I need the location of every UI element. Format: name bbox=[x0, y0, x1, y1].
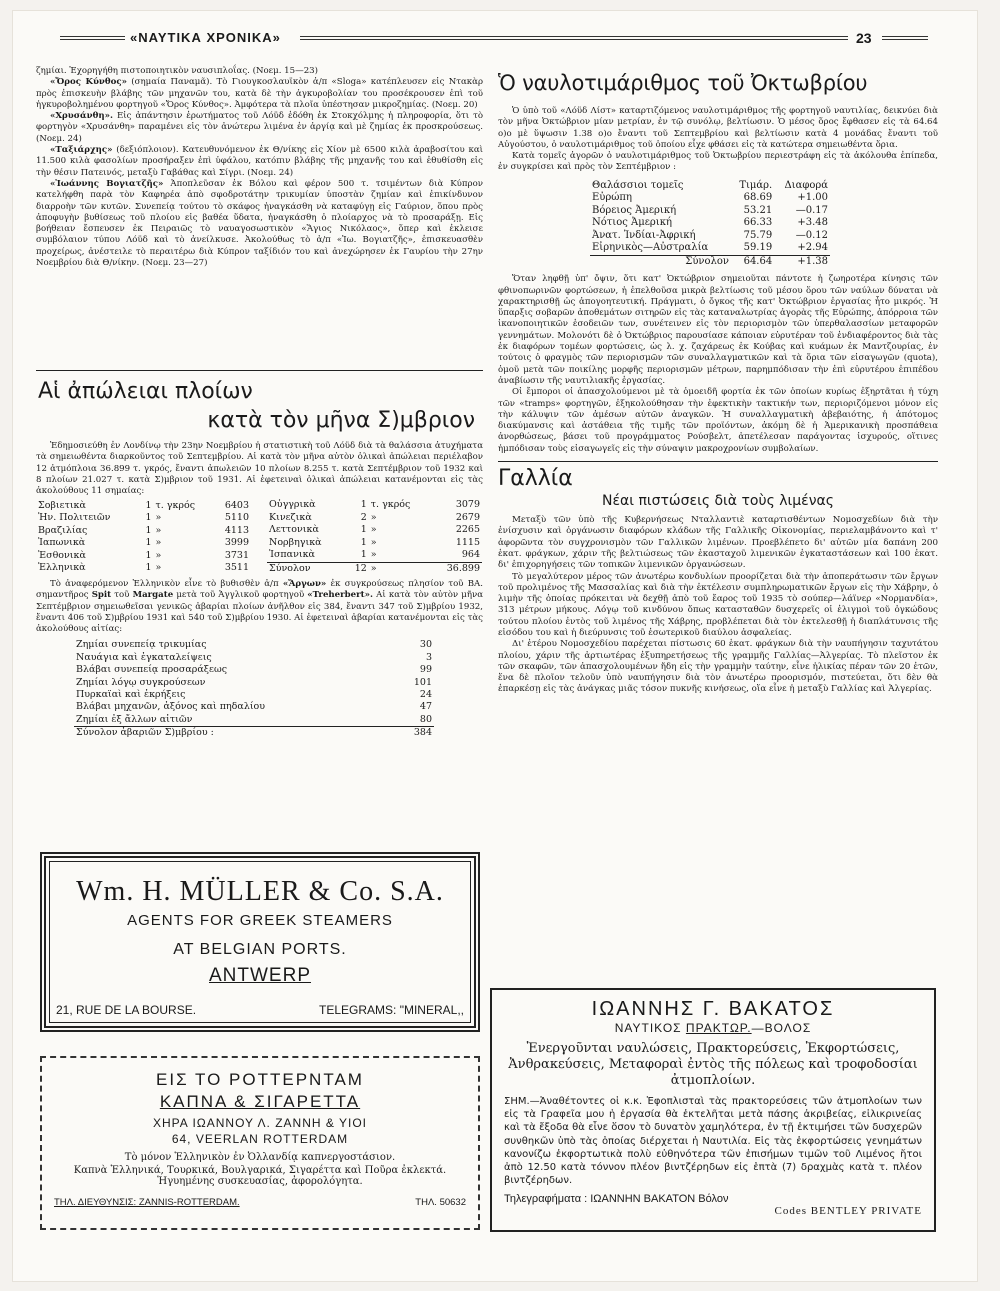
cause-label: Ζημίαι συνεπείᾳ τρικυμίας bbox=[76, 639, 207, 651]
unit: » bbox=[370, 562, 377, 574]
note-text: (σημαία Παναμᾶ). Τὸ Γιουγκοσλαυϊκὸν ἀ/π «Sloga» κατέπλευσεν εἰς Ντακὰρ πρὸς ἐπισκευὴν βλάβης τῶν μηχανῶν του, κατὰ δὲ τὴν ἀγκυροβολίαν του προσέκρουσεν ἐπὶ τοῦ ἠγκυροβολημένου φορτηγοῦ «Ὄρος Κύνθος». Ἀμφότερα τὰ πλοῖα ὑπέστησαν μικροζημίας. (Νοεμ. 20) bbox=[36, 77, 483, 110]
ad-muller bbox=[40, 852, 480, 1032]
flag-row bbox=[267, 549, 482, 562]
tonnage: 1115 bbox=[455, 536, 480, 548]
right-column bbox=[498, 66, 938, 696]
note-5 bbox=[36, 179, 483, 269]
freight-paragraph-4: Οἱ ἔμποροι οἱ ἀπασχολούμενοι μὲ τὰ ὁμοειδῆ φορτία ἐκ τῶν ὁποίων κυρίως ἐξηρτᾶται ἡ τύχη τῶν «tramps» φορτηγῶν, ἐξηκολούθησαν τὴν ἐφεκτικὴν τακτικήν των, περιοριζόμενοι μόνον εἰς τὴν κάλυψιν τῶν ἀμέσων αὐτῶν ἀναγκῶν. Ἡ συναλλαγματικὴ ἀβεβαιότης, ἡ ἀπότομος διακύμανσις καὶ ἀστάθεια τῆς τιμῆς τῶν προϊόντων, ἀκόμη δὲ ἡ Ἀμερικανικὴ προσπάθεια ἀνορθώσεως, βάσει τοῦ προγράμματος Ρούσβελτ, ἀπετέλεσαν παράγοντας ἰσχυρούς, οἵτινες ἠμπόδισαν τοὺς εἰσαγωγεῖς εἰς τὴν σύναψιν μακροχρονίων συμβολαίων. bbox=[498, 387, 938, 454]
unit: » bbox=[155, 524, 162, 536]
zanni-address: 64, VEERLAN ROTTERDAM bbox=[171, 1132, 349, 1146]
ship-count: 1 bbox=[145, 499, 152, 511]
cause-count: 99 bbox=[419, 664, 432, 676]
freight-body bbox=[498, 106, 938, 174]
freight-total-price: 64.64 bbox=[743, 255, 773, 267]
france-body bbox=[498, 515, 938, 696]
journal-title: «ΝΑΥΤΙΚΑ ΧΡΟΝΙΚΑ» bbox=[130, 30, 281, 45]
cause-label: Ζημίαι λόγῳ συγκρούσεων bbox=[76, 676, 206, 688]
zanni-tel: ΤΗΛ. 50632 bbox=[415, 1197, 466, 1208]
note-text: Ἀποπλεῦσαν ἐκ Βόλου καὶ φέρον 500 τ. τσιμέντων διὰ Κύπρον κατελήφθη παρὰ τὸν Καφηρέα ἀπὸ σφοδροτάτην τρικυμίαν ὑποστὰν ζημίαν καὶ ἐπικίνδυνον διαρροὴν τῶν κυτῶν. Συνεπείᾳ τούτου τὸ σκάφος ἠναγκάσθη νὰ καταφύγῃ εἰς Γαύριον, ὅπου πρὸς ἀποφυγὴν βυθίσεως τοῦ πλοίου εἰς βαθέα ὕδατα, ἠναγκάσθη ὁ πλοίαρχος νὰ τὸ προσαράξῃ. Εἰς βοήθειαν ἔσπευσεν ἐκ Πειραιῶς τὸ ναυαγοσωστικὸν «Ἅγιος Νικόλαος», ὅπερ καὶ ἐκλεισε συμβόλαιον τύπου Λόϋδ καὶ τὸ ἀνείλκυσε. Ἀκολούθως τὸ ἀ/π «Ἰω. Βογιατζῆς», ἐπισκευασθὲν προχείρως, ἀνέστειλε τὸ περαιτέρω διὰ Κύπρον ταξίδιόν του καὶ ἀνεχώρησεν ἐκ Γαυρίου τὴν 27ην Νοεμβρίου διὰ Θ/νίκην. (Νοεμ. 23—27) bbox=[36, 178, 484, 269]
margate-label: Margate bbox=[132, 590, 174, 601]
muller-footer bbox=[56, 1003, 464, 1017]
cause-row bbox=[74, 701, 434, 713]
freight-body-2 bbox=[498, 274, 938, 455]
freight-title: Ὁ ναυλοτιμάριθμος τοῦ Ὀκτωβρίου bbox=[498, 71, 868, 95]
freight-row bbox=[590, 230, 830, 243]
freight-row bbox=[590, 242, 830, 255]
zanni-tel-address: ΤΗΛ. ΔΙΕΥΘΥΝΣΙΣ: ZANNIS-ROTTERDAM. bbox=[54, 1197, 240, 1208]
bakatos-subtitle bbox=[504, 1021, 922, 1035]
left-column bbox=[36, 66, 483, 740]
ship-name: «Ταξιάρχης» bbox=[50, 145, 113, 156]
bakatos-note: ΣΗΜ.—Ἀναθέτοντες οἱ κ.κ. Ἐφοπλισταὶ τὰς πρακτορεύσεις τῶν ἀτμοπλοίων των εἰς τὰ Γραφεῖα μου ἡ ἐργασία θὰ ἐκτελῆται μετὰ πάσης ἀκριβείας, εἰλικρινείας καὶ τὰ ἔξοδα θὰ εἶνε ὅσον τὸ δυνατὸν χαμηλότερα, ἐν τῇ ἐκτιμήσει τῶν δυσχερῶν συνθηκῶν ὑπὸ τὰς ὁποίας διέρχεται ἡ Ναυτιλία. Εἰς τὰς ἐκφορτώσεις γενημάτων κανονίζω ἐκφορτωτικὰ πολὺ εὐθηνότερα τῶν ἐπισήμων τιμῶν τοῦ Λιμένος ἤτοι ἀπὸ 12.50 κατὰ τόννον πλέον βιντζέρηδων εἰς ἑπτὰ (7) δραχμὰς κατὰ τ. πλέον βιντζέρηδων. bbox=[504, 1096, 922, 1187]
losses-intro: Ἐδημοσιεύθη ἐν Λονδίνῳ τὴν 23ην Νοεμβρίου ἡ στατιστικὴ τοῦ Λόϋδ διὰ τὰ θαλάσσια ἀτυχήματα τὰ σημειωθέντα διαρκοῦντος τοῦ Σεπτεμβρίου. Αἱ κατὰ τὸν μῆνα αὐτὸν ὁλικαὶ ἀπώλειαι περιέλαβον 12 ἀτμόπλοια 36.899 τ. γκρός, ἔναντι ἀπωλειῶν 10 πλοίων 8.255 τ. κατὰ Σεπτέμβριον τοῦ 1932 καὶ 8 πλοίων 21.027 τ. κατὰ Σ)μβριον τοῦ 1931. Αἱ ἐφετειναὶ ὁλικαὶ ἀπώλειαι κατανέμονται εἰς τὰς ἀκολούθους 11 σημαίας: bbox=[36, 441, 483, 497]
total-value: 384 bbox=[413, 727, 432, 739]
ship-count: 12 bbox=[354, 562, 367, 574]
cause-label: Βλάβαι συνεπείᾳ προσαράξεως bbox=[76, 664, 228, 676]
flag-name: Βραζιλίας bbox=[38, 524, 88, 536]
bakatos-sub-b: ΠΡΑΚΤΩΡ. bbox=[685, 1021, 752, 1035]
zanni-headline: ΕΙΣ ΤΟ ΡΟΤΤΕΡΝΤΑΜ bbox=[156, 1070, 364, 1089]
flag-row bbox=[267, 524, 482, 536]
cause-row bbox=[74, 677, 434, 689]
france-paragraph-3: Δι' ἑτέρου Νομοσχεδίου παρέχεται πίστωσις 60 ἑκατ. φράγκων διὰ τὴν ναυπήγησιν ταχυτάτου πλοίου, χάριν τῆς ἀρτιωτέρας ἐξυπηρετήσεως τῆς γραμμῆς Γαλλίας—Ἀλγερίας. Τὸ πλεῖστον ἐκ τῶν σκαφῶν, τῶν ἀπασχολουμένων ἤδη εἰς τὴν γραμμὴν ταύτην, εἶνε ἡλικίας πέραν τῶν 20 ἐτῶν, ἕνα δὲ πλοῖον τελοῦν ὑπὸ ναυπήγησιν διὰ τὸν ἀνωτέρω προορισμόν, πιστεύεται, ὅτι δὲν θὰ ἐπαρκέσῃ εἰς τὰς ἀνάγκας μιᾶς τόσον πυκνῆς κινήσεως, οἵα εἶνε ἡ μεταξὺ Γαλλίας καὶ Ἀλγερίας. bbox=[498, 639, 938, 695]
tonnage: 2679 bbox=[455, 511, 480, 523]
freight-row bbox=[590, 205, 830, 218]
sector-index: 66.33 bbox=[743, 217, 773, 229]
flag-name: Οὐγγρικὰ bbox=[269, 499, 316, 511]
flag-row bbox=[36, 525, 251, 538]
bakatos-codes: Codes BENTLEY PRIVATE bbox=[774, 1205, 922, 1218]
flag-row bbox=[36, 562, 251, 575]
ship-treherbert: «Treherbert». bbox=[307, 590, 374, 601]
ad-zanni bbox=[40, 1056, 480, 1230]
freight-row bbox=[590, 217, 830, 230]
text: Τὸ ἀναφερόμενον Ἑλληνικὸν εἶνε τὸ βυθισθὲν ἀ/π bbox=[50, 578, 279, 589]
tonnage: 5110 bbox=[224, 512, 249, 524]
tonnage: 3731 bbox=[224, 549, 249, 561]
sector-diff: +1.00 bbox=[797, 192, 828, 204]
sector-diff: +2.94 bbox=[797, 242, 828, 254]
sector-index: 59.19 bbox=[743, 242, 773, 254]
ship-count: 1 bbox=[145, 549, 152, 561]
ship-argon: «Ἄργων» bbox=[282, 578, 327, 589]
header-price: Τιμάρ. bbox=[739, 179, 773, 191]
header-rule-end bbox=[882, 36, 928, 40]
flag-row bbox=[36, 512, 251, 525]
ship-count: 1 bbox=[360, 536, 367, 548]
flag-row bbox=[36, 550, 251, 563]
header-diff: Διαφορά bbox=[784, 179, 828, 191]
unit: » bbox=[370, 536, 377, 548]
losses-body bbox=[36, 441, 483, 497]
france-subtitle: Νέαι πιστώσεις διὰ τοὺς λιμένας bbox=[602, 493, 834, 510]
cause-row bbox=[74, 639, 434, 651]
tonnage: 2265 bbox=[455, 524, 480, 536]
cause-count: 101 bbox=[413, 676, 432, 688]
cause-label: Ζημίαι ἐξ ἄλλων αἰτιῶν bbox=[76, 713, 193, 725]
zanni-body-2: Καπνὰ Ἑλληνικά, Τουρκικά, Βουλγαρικά, Σιγαρέττα καὶ Ποῦρα ἐκλεκτά. Ἡγυημένης συσκευασίας, ἀφορολόγητα. bbox=[73, 1165, 447, 1187]
cause-count: 47 bbox=[419, 701, 432, 713]
tonnage: 964 bbox=[461, 549, 480, 561]
section-divider bbox=[36, 370, 483, 371]
muller-ports: AT BELGIAN PORTS. bbox=[173, 941, 347, 958]
header-rule-right bbox=[300, 36, 848, 40]
flag-row bbox=[36, 537, 251, 550]
ship-count: 1 bbox=[145, 524, 152, 536]
cause-row bbox=[74, 664, 434, 676]
unit: » bbox=[155, 549, 162, 561]
losses-title-1: Αἱ ἀπώλειαι πλοίων bbox=[38, 379, 253, 404]
ship-count: 1 bbox=[145, 562, 152, 574]
flags-table-left bbox=[36, 499, 251, 574]
zanni-body-1: Τὸ μόνον Ἑλληνικὸν ἐν Ὀλλανδίᾳ καπνεργοστάσιον. bbox=[124, 1152, 396, 1163]
sector-name: Βόρειος Ἀμερική bbox=[592, 204, 677, 216]
ship-count: 1 bbox=[145, 537, 152, 549]
freight-total-label: Σύνολον bbox=[685, 255, 729, 267]
sector-diff: —0.12 bbox=[795, 229, 828, 241]
ship-count: 1 bbox=[360, 499, 367, 511]
ship-count: 1 bbox=[360, 524, 367, 536]
flag-name: Ἡν. Πολιτειῶν bbox=[38, 512, 111, 524]
sector-index: 68.69 bbox=[743, 192, 773, 204]
france-paragraph-1: Μεταξὺ τῶν ὑπὸ τῆς Κυβερνήσεως Νταλλαντιὲ καταρτισθέντων Νομοσχεδίων διὰ τὴν ἐνίσχυσιν καὶ ὀργάνωσιν διαφόρων κλάδων τῆς Γαλλικῆς Οἰκονομίας, περιελαμβάνοντο καὶ τ' ἀφορῶντα τὸν συγχρονισμὸν τῶν Γαλλικῶν λιμένων. Προεβλέπετο δι' αὐτῶν μία δαπάνη 200 ἑκατ. φράγκων, χάριν τῆς βελτιώσεως τῶν ἑκασταχοῦ λιμενικῶν ἐγκαταστάσεων καὶ 100 ἑκατ. δι' ἐπιχορηγήσεις τῶν τοπικῶν λιμενικῶν ὀργανώσεων. bbox=[498, 515, 938, 571]
text: τοῦ bbox=[114, 590, 130, 601]
sector-index: 75.79 bbox=[743, 229, 773, 241]
section-divider bbox=[498, 461, 938, 462]
flag-name: Νορβηγικὰ bbox=[269, 536, 322, 548]
unit: » bbox=[370, 511, 377, 523]
ship-name: «Χρυσάνθη». bbox=[50, 111, 113, 122]
tonnage: 6403 bbox=[224, 499, 249, 511]
spit-label: Spit bbox=[91, 590, 112, 601]
cause-count: 24 bbox=[419, 689, 432, 701]
muller-name: Wm. H. MÜLLER & Co. S.A. bbox=[76, 876, 444, 907]
zanni-owner: ΧΗΡΑ ΙΩΑΝΝΟΥ Λ. ΖΑΝΝΗ & ΥΙΟΙ bbox=[153, 1116, 367, 1130]
flags-table-right bbox=[267, 499, 482, 574]
bakatos-sub-c: —ΒΟΛΟΣ bbox=[751, 1021, 812, 1035]
freight-table-header bbox=[590, 180, 830, 193]
sector-diff: +3.48 bbox=[797, 217, 828, 229]
unit: » bbox=[370, 524, 377, 536]
sector-name: Νότιος Ἀμερική bbox=[592, 217, 672, 229]
text: Αἱ κατὰ τὸν αὐτὸν μῆνα Σεπτέμβριον σημειωθεῖσαι γενικῶς ἀβαρίαι πλοίων ἀνῆλθον εἰς 384, ἔναντι 347 τοῦ Σ)μβρίου 1932, ἔναντι 406 τοῦ Σ)μβρίου 1931 καὶ 540 τοῦ Σ)μβρίου 1930. Αἱ ἐφετειναὶ ἀβαρίαι κατανέμονται εἰς τὰς ἀκολούθους αἰτίας: bbox=[36, 590, 484, 635]
bakatos-sub-a: ΝΑΥΤΙΚΟΣ bbox=[614, 1021, 682, 1035]
ad-bakatos bbox=[490, 988, 936, 1232]
ad-inner-frame bbox=[49, 861, 471, 1023]
unit: » bbox=[155, 537, 162, 549]
tonnage: 3999 bbox=[224, 537, 249, 549]
unit: τ. γκρός bbox=[370, 499, 411, 511]
muller-agents: AGENTS FOR GREEK STEAMERS bbox=[127, 912, 393, 929]
bakatos-services: Ἐνεργοῦνται ναυλώσεις, Πρακτορεύσεις, Ἐκφορτώσεις, Ἀνθρακεύσεις, Μεταφοραὶ ἐντὸς τῆς πόλεως καὶ τροφοδοσίαι ἀτμοπλοίων. bbox=[508, 1041, 918, 1088]
cause-count: 30 bbox=[419, 639, 432, 651]
france-paragraph-2: Τὸ μεγαλύτερον μέρος τῶν ἀνωτέρω κονδυλίων προορίζεται διὰ τὴν ἀποπεράτωσιν τῶν ἔργων τοῦ προλιμένος τῆς Μασσαλίας καὶ διὰ τὴν ἐκτέλεσιν συμπληρωματικῶν ἔργων εἰς τὴν Χάβρην, ὁ λιμὴν τῆς ὁποίας πρόκειται νὰ δεχθῇ ἀπὸ τοῦ ἔαρος τοῦ 1935 τὸ σούπερ—λάϊνερ «Νορμανδία», 313 μέτρων μήκους. Λόγῳ τοῦ κινδύνου ὅπως κατασταθῶν δυσχερεῖς οἱ ἐλιγμοὶ τοῦ ὀγκώδους τούτου πλοίου ἐντὸς τοῦ λιμένος τῆς Χάβρης, προβλέπεται διὰ τὸν ἐκτελεσθῇ ἡ διαπλάτυνσις τῆς εἰσόδου του καὶ ἡ διεύρυνσις τοῦ ἐσωτερικοῦ διαύλου ἀσφαλείας. bbox=[498, 571, 938, 638]
casualty-notes bbox=[36, 66, 483, 364]
ship-name: «Ἰωάννης Βογιατζῆς» bbox=[50, 178, 164, 189]
note-3 bbox=[36, 111, 483, 145]
france-title: Γαλλία bbox=[498, 466, 573, 492]
page-number: 23 bbox=[856, 30, 872, 46]
sector-diff: —0.17 bbox=[795, 204, 828, 216]
flag-row bbox=[267, 499, 482, 511]
muller-address: 21, RUE DE LA BOURSE. bbox=[56, 1003, 197, 1017]
ship-count: 2 bbox=[360, 511, 367, 523]
tonnage: 3511 bbox=[224, 562, 249, 574]
freight-paragraph-2: Κατὰ τομεῖς ἀγορῶν ὁ ναυλοτιμάριθμος τοῦ Ὀκτωβρίου περιεστράφη εἰς τὰ ἀκόλουθα ἐπίπεδα, ἐν συγκρίσει καὶ πρὸς τὸν Σεπτέμβριον : bbox=[498, 151, 938, 173]
losses-title-2: κατὰ τὸν μῆνα Σ)μβριον bbox=[207, 408, 475, 433]
flag-name: Ἰαπωνικὰ bbox=[38, 537, 86, 549]
flag-name: Κινεζικὰ bbox=[269, 511, 312, 523]
tonnage: 4113 bbox=[224, 524, 249, 536]
freight-total-diff: +1.38 bbox=[797, 255, 828, 267]
tonnage: 36.899 bbox=[446, 562, 480, 574]
note-text: Εἰς ἀπάντησιν ἐρωτήματος τοῦ Λόϋδ ἐδόθη ἐκ Στοκχόλμης ἡ πληροφορία, ὅτι τὸ φορτηγὸν «Χρυσάνθη» παραμένει εἰς τὸν ἀνώτερω λιμένα ἐν ἀργίᾳ καὶ μὲ ζημίας ἐκ προσκρούσεως. (Νοεμ. 24) bbox=[36, 111, 483, 144]
sector-name: Εἰρηνικὸς—Αὐστραλία bbox=[592, 242, 709, 254]
bakatos-telegraph: Τηλεγραφήματα : ΙΩΑΝΝΗΝ ΒΑΚΑΤΟΝ Βόλον bbox=[504, 1193, 729, 1206]
note-text: (δεξιόπλοιον). Κατευθυνόμενον ἐκ Θ/νίκης εἰς Χίον μὲ 6500 κιλὰ ἀραβοσίτου καὶ 11.500 κιλὰ φασολίων προσήραξεν ἐπὶ ὑφάλου, κατόπιν βλάβης τῆς μηχανῆς του καὶ ἐθυθίσθη εἰς τὴν θέσιν Πατεινός, μεταξὺ Γαβάθας καὶ Σίγρι. (Νοεμ. 24) bbox=[36, 145, 483, 178]
flag-name: Σύνολον bbox=[269, 562, 311, 574]
sector-index: 53.21 bbox=[743, 204, 773, 216]
unit: » bbox=[155, 562, 162, 574]
cause-label: Ναυάγια καὶ ἐγκαταλείψεις bbox=[76, 651, 212, 663]
text: ἐκ συγκρούσεως πλησίον τοῦ ΒΑ. σημαντῆρος bbox=[36, 578, 483, 601]
flag-tables bbox=[36, 499, 483, 574]
header-sector: Θαλάσσιοι τομεῖς bbox=[592, 179, 684, 191]
flag-name: Ἰσπανικὰ bbox=[269, 549, 315, 561]
cause-count: 80 bbox=[419, 713, 432, 725]
flag-row bbox=[267, 562, 482, 575]
cause-label: Βλάβαι μηχανῶν, ἀξόνος καὶ πηδαλίου bbox=[76, 701, 266, 713]
header-rule-left bbox=[60, 36, 125, 40]
tonnage: 3079 bbox=[455, 499, 480, 511]
flag-name: Λεττονικὰ bbox=[269, 524, 319, 536]
losses-paragraph-2 bbox=[36, 579, 483, 635]
freight-total-row bbox=[590, 255, 830, 268]
sector-name: Ἀνατ. Ἰνδίαι-Ἀφρική bbox=[592, 229, 696, 241]
note-2 bbox=[36, 77, 483, 111]
freight-table bbox=[590, 180, 830, 269]
flag-name: Ἑλληνικὰ bbox=[38, 562, 86, 574]
zanni-products: ΚΑΠΝΑ & ΣΙΓΑΡΕΤΤΑ bbox=[159, 1092, 361, 1111]
sector-name: Εὐρώπη bbox=[592, 192, 632, 204]
cause-row bbox=[74, 652, 434, 664]
ship-count: 1 bbox=[360, 549, 367, 561]
ship-count: 1 bbox=[145, 512, 152, 524]
text: μετὰ τοῦ Ἀγγλικοῦ φορτηγοῦ bbox=[176, 590, 305, 601]
flag-row bbox=[267, 537, 482, 549]
bakatos-name: ΙΩΑΝΝΗΣ Γ. ΒΑΚΑΤΟΣ bbox=[591, 998, 835, 1020]
unit: » bbox=[370, 549, 377, 561]
cause-row bbox=[74, 714, 434, 727]
causes-total-row bbox=[74, 727, 434, 740]
freight-paragraph-3: Ὅταν ληφθῇ ὑπ' ὄψιν, ὅτι κατ' Ὀκτώβριον σημειοῦται πάντοτε ἡ ζωηροτέρα κίνησις τῶν φθινοπωρινῶν φορτώσεων, ἡ ἐπελθοῦσα μικρὰ βελτίωσις τοῦ μέσου ὅρου τῶν ναύλων δύναται νὰ χαρακτηρισθῇ ὡς ἀπογοητευτική. Πράγματι, ὁ ὄγκος τῆς κατ' Ὀκτώβριον ἐργασίας ἦτο μικρός. Ἡ ὕπαρξις σοβαρῶν ἀποθεμάτων σιτηρῶν εἰς τὰς καταναλωτρίας ἀγορὰς τῆς Εὐρώπης, ἀπόρροια τῶν ἱκανοποιητικῶν ἐσοδειῶν των, συνέτεινεν εἰς τὸν περιορισμὸν τῶν ὑπερθαλασσίων μεταφορῶν γεννημάτων. Μολονότι δὲ ὁ Ὀκτώβριος παρουσίασε κάποιαν εὐρυτέραν τοῦ ἐνδιαφέροντος διὰ τὰς ἐκ διαφόρων τομέων φορτώσεις, ὡς λ. χ. ζαχάρεως ἐκ Κούβας καὶ κυάμων ἐκ Μαντζουρίας, ἐν τούτοις ὁ φραγμὸς τῶν περιορισμῶν τῶν συναλλαγματικῶν καὶ τὰ ὅρια τῶν εἰσαγωγῶν (quota), ὁμοῦ μετὰ τῶν ποικίλης μορφῆς περιορισμῶν μέτρων, παρημπόδισαν τὴν ἐπὶ εὐρυτέρου ἐπιπέδου ἀναβίωσιν τῆς ναυτιλιακῆς ἐργασίας. bbox=[498, 274, 938, 386]
muller-telegrams: TELEGRAMS: "MINERAL,, bbox=[319, 1003, 464, 1017]
cause-label: Πυρκαϊαὶ καὶ ἐκρήξεις bbox=[76, 689, 186, 701]
cause-row bbox=[74, 689, 434, 701]
cause-count: 3 bbox=[425, 651, 432, 663]
note-4 bbox=[36, 145, 483, 179]
muller-city: ANTWERP bbox=[209, 965, 311, 986]
note-1: ζημίαι. Ἐχορηγήθη πιστοποιητικὸν ναυσιπλοΐας. (Νοεμ. 15—23) bbox=[36, 66, 318, 76]
flag-row bbox=[267, 512, 482, 524]
flag-name: Ἐσθονικὰ bbox=[38, 549, 86, 561]
zanni-footer bbox=[54, 1197, 466, 1208]
unit: » bbox=[155, 512, 162, 524]
flag-row bbox=[36, 499, 251, 512]
freight-row bbox=[590, 192, 830, 205]
losses-body-2 bbox=[36, 579, 483, 635]
unit: τ. γκρός bbox=[155, 499, 196, 511]
causes-table bbox=[74, 639, 434, 739]
total-label: Σύνολον ἀβαριῶν Σ)μβρίου : bbox=[76, 727, 214, 739]
flag-name: Σοβιετικὰ bbox=[38, 499, 86, 511]
freight-paragraph-1: Ὁ ὑπὸ τοῦ «Λόϋδ Λίστ» καταρτιζόμενος ναυλοτιμάριθμος τῆς φορτηγοῦ ναυτιλίας, δεικνύει διὰ τὸν μῆνα Ὀκτώβριον μίαν μετρίαν, ἐν τῷ συνόλῳ, βελτίωσιν. Ὁ μέσος ὅρος ἔφθασεν εἰς τὰ 64.64 ο)ο μὲ ὕψωσιν 1.38 ο)ο ἔναντι τοῦ Σεπτεμβρίου καὶ βελτίωσιν κατὰ 4 μονάδας ἔναντι τοῦ Αὐγούστου, ὁ ναυλοτιμάριθμος τοῦ ὁποίου εἶχε φθάσει εἰς τὰ κατώτερα σημειωθέντα ὅρια. bbox=[498, 106, 938, 150]
ship-name: «Ὄρος Κύνθος» bbox=[50, 77, 127, 88]
